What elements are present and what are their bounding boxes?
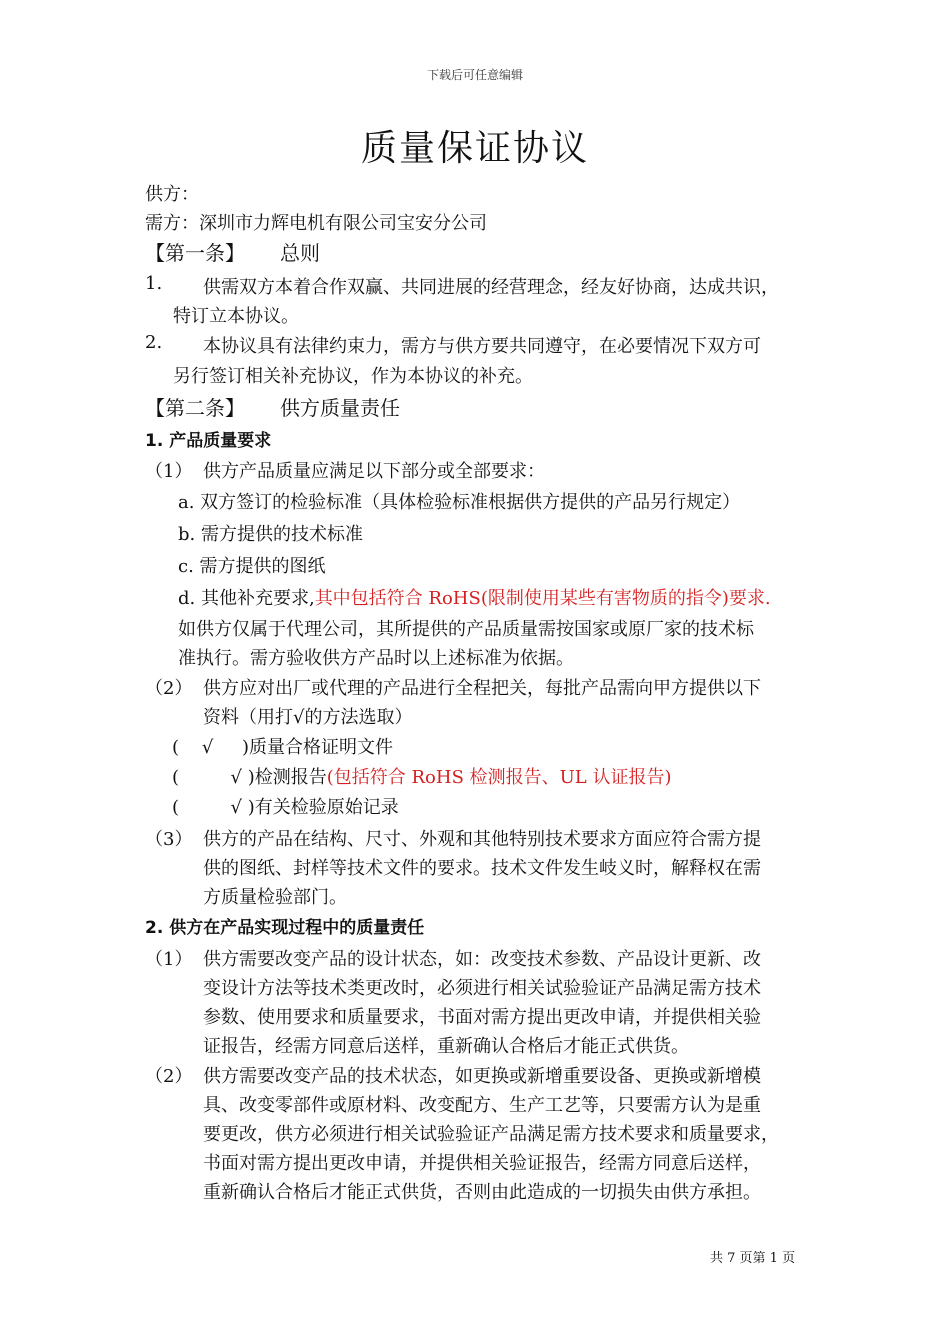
- s2-2-line3: 要更改，供方必须进行相关试验验证产品满足需方技术要求和质量要求，: [203, 1124, 779, 1145]
- document-title: 质量保证协议: [360, 128, 589, 169]
- s1-3-line2: 供的图纸、封样等技术文件的要求。技术文件发生岐义时，解释权在需: [203, 858, 761, 879]
- checklist-text: 检测报告: [254, 767, 327, 788]
- checklist-item: [172, 733, 393, 759]
- s2-1-line1: 供方需要改变产品的设计状态，如：改变技术参数、产品设计更新、改: [203, 949, 761, 970]
- agent-note-line1: 如供方仅属于代理公司，其所提供的产品质量需按国家或原厂家的技术标: [178, 619, 754, 640]
- art1-item-2-line2: 另行签订相关补充协议，作为本协议的补充。: [173, 366, 533, 387]
- s1-3-line1: 供方的产品在结构、尺寸、外观和其他特别技术要求方面应符合需方提: [203, 829, 761, 850]
- page-header: 下载后可任意编辑: [426, 68, 523, 82]
- supplier-label: 供方：: [145, 184, 199, 205]
- agent-note-line2: 准执行。需方验收供方产品时以上述标准为依据。: [178, 648, 574, 669]
- s1-3-line3: 方质量检验部门。: [203, 887, 347, 908]
- requirement-a: a. 双方签订的检验标准（具体检验标准根据供方提供的产品另行规定）: [178, 492, 741, 513]
- requirement-d-rohs: 其中包括符合 RoHS(限制使用某些有害物质的指令)要求.: [314, 588, 771, 609]
- requirement-c: c. 需方提供的图纸: [178, 556, 326, 577]
- art1-item-2-line1: 本协议具有法律约束力，需方与供方要共同遵守，在必要情况下双方可: [203, 336, 761, 357]
- requirement-d-text: d. 其他补充要求,: [178, 588, 315, 609]
- s2-1-line3: 参数、使用要求和质量要求，书面对需方提出更改申请，并提供相关验: [203, 1007, 761, 1028]
- s1-2-num: （2）: [145, 678, 193, 699]
- article-2-label: 【第二条】: [145, 396, 245, 420]
- checkbox-mark: ( √ ): [172, 797, 255, 818]
- art1-item-1-line1: 供需双方本着合作双赢、共同进展的经营理念，经友好协商，达成共识，: [203, 277, 779, 298]
- checkbox-mark: ( √ ): [172, 767, 255, 788]
- page-number: 共 7 页第 1 页: [710, 1251, 796, 1266]
- checklist-item: [172, 763, 671, 789]
- s1-2-line2: 资料（用打√的方法选取）: [203, 707, 413, 728]
- s1-2-line1: 供方应对出厂或代理的产品进行全程把关，每批产品需向甲方提供以下: [203, 678, 761, 699]
- checklist-text: 有关检验原始记录: [254, 797, 399, 818]
- art1-item-1-line2: 特订立本协议。: [173, 306, 299, 327]
- section-1-title: 1. 产品质量要求: [145, 431, 272, 451]
- checklist-item: [172, 793, 399, 819]
- s2-1-line4: 证报告，经需方同意后送样，重新确认合格后才能正式供货。: [203, 1036, 689, 1057]
- s1-1-num: （1）: [145, 461, 193, 482]
- checklist-note: (包括符合 RoHS 检测报告、UL 认证报告): [326, 767, 672, 788]
- s2-2-line4: 书面对需方提出更改申请，并提供相关验证报告，经需方同意后送样，: [203, 1153, 761, 1174]
- requirement-d: [178, 584, 771, 610]
- s1-1-text: 供方产品质量应满足以下部分或全部要求：: [203, 461, 545, 482]
- art1-item-2-num: 2.: [145, 332, 163, 353]
- s2-2-line5: 重新确认合格后才能正式供货，否则由此造成的一切损失由供方承担。: [203, 1182, 761, 1203]
- section-2-title: 2. 供方在产品实现过程中的质量责任: [145, 918, 425, 938]
- s2-2-num: （2）: [145, 1066, 193, 1087]
- buyer-line: 需方：深圳市力辉电机有限公司宝安分公司: [145, 213, 487, 234]
- article-1-label: 【第一条】: [145, 241, 245, 265]
- s2-1-num: （1）: [145, 949, 193, 970]
- s2-2-line2: 具、改变零部件或原材料、改变配方、生产工艺等，只要需方认为是重: [203, 1095, 761, 1116]
- s2-1-line2: 变设计方法等技术类更改时，必须进行相关试验验证产品满足需方技术: [203, 978, 761, 999]
- article-1-title: 总则: [280, 241, 320, 265]
- article-2-title: 供方质量责任: [280, 396, 400, 420]
- s1-3-num: （3）: [145, 829, 193, 850]
- checklist-text: 质量合格证明文件: [249, 737, 394, 758]
- requirement-b: b. 需方提供的技术标准: [178, 524, 363, 545]
- s2-2-line1: 供方需要改变产品的技术状态，如更换或新增重要设备、更换或新增模: [203, 1066, 761, 1087]
- art1-item-1-num: 1.: [145, 273, 163, 294]
- checkbox-mark: ( √ ): [172, 737, 250, 758]
